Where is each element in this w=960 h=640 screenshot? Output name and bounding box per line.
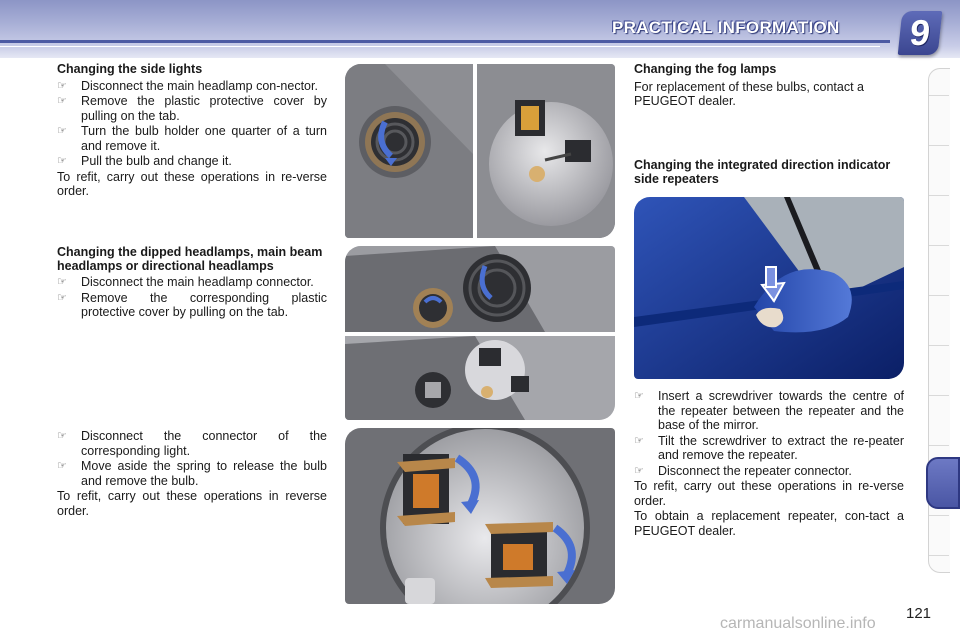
tab-divider	[929, 345, 949, 346]
step: ☞ Tilt the screwdriver to extract the re-peater and remove the repeater.	[634, 433, 904, 462]
hand-pointer-icon: ☞	[57, 276, 67, 288]
photo-mirror-repeater	[634, 197, 904, 379]
hand-pointer-icon: ☞	[57, 125, 67, 137]
heading-repeaters: Changing the integrated direction indicator side repeaters	[634, 158, 891, 186]
refit-note: To refit, carry out these operations in re-verse order.	[634, 479, 904, 508]
step: ☞ Remove the plastic protective cover by pulling on the tab.	[57, 94, 327, 123]
header-rule-light	[0, 46, 880, 47]
heading-dipped-headlamps: Changing the dipped headlamps, main beam headlamps or directional headlamps	[57, 245, 323, 273]
section-side-lights	[57, 63, 327, 199]
chapter-badge	[898, 11, 943, 55]
section-title: PRACTICAL INFORMATION	[612, 18, 840, 37]
chapter-tab-active[interactable]	[926, 457, 960, 509]
section-repeaters	[634, 159, 904, 186]
step: ☞ Insert a screwdriver towards the centre of the repeater between the repeater and the base of the mirror.	[634, 389, 904, 432]
step: ☞ Remove the corresponding plastic protective cover by pulling on the tab.	[57, 290, 327, 319]
hand-pointer-icon: ☞	[57, 79, 67, 92]
photo-dipped-headlamps	[345, 246, 615, 420]
tab-divider	[929, 555, 949, 556]
refit-note: To refit, carry out these operations in re-verse order.	[57, 169, 327, 198]
step: ☞ Pull the bulb and change it.	[57, 154, 232, 168]
photo-bulb-spring	[345, 428, 615, 604]
section-repeater-steps	[634, 388, 904, 538]
hand-pointer-icon: ☞	[634, 434, 644, 447]
heading-side-lights: Changing the side lights	[57, 62, 203, 76]
hand-pointer-icon: ☞	[57, 95, 67, 107]
fog-lamps-text: For replacement of these bulbs, contact a PEUGEOT dealer.	[634, 79, 864, 108]
tab-divider	[929, 395, 949, 396]
watermark: carmanualsonline.info	[720, 615, 876, 632]
step: ☞ Disconnect the repeater connector.	[634, 463, 852, 478]
hand-pointer-icon: ☞	[57, 430, 67, 442]
heading-fog-lamps: Changing the fog lamps	[634, 62, 777, 76]
step: ☞ Disconnect the connector of the corresponding light.	[57, 429, 327, 458]
hand-pointer-icon: ☞	[57, 291, 67, 304]
chapter-number: 9	[907, 12, 933, 53]
step: ☞ Disconnect the main headlamp connector.	[57, 275, 314, 289]
header-rule	[0, 40, 890, 43]
tab-divider	[929, 145, 949, 146]
section-fog-lamps	[634, 63, 904, 109]
tab-divider	[929, 445, 949, 446]
refit-note: To refit, carry out these operations in reverse order.	[57, 489, 327, 518]
step: ☞ Move aside the spring to release the bulb and remove the bulb.	[57, 459, 327, 488]
tab-divider	[929, 295, 949, 296]
hand-pointer-icon: ☞	[634, 390, 644, 402]
tab-divider	[929, 95, 949, 96]
photo-side-light	[345, 64, 615, 238]
step: ☞ Disconnect the main headlamp con-nector.	[57, 78, 318, 93]
hand-pointer-icon: ☞	[57, 155, 67, 167]
section-dipped-headlamps	[57, 246, 327, 320]
tab-divider	[929, 245, 949, 246]
hand-pointer-icon: ☞	[57, 460, 67, 472]
step: ☞ Turn the bulb holder one quarter of a turn and remove it.	[57, 124, 327, 153]
hand-pointer-icon: ☞	[634, 464, 644, 477]
section-connector	[57, 428, 327, 518]
dealer-note: To obtain a replacement repeater, con-tact a PEUGEOT dealer.	[634, 509, 904, 538]
tab-divider	[929, 515, 949, 516]
tab-divider	[929, 195, 949, 196]
page-number: 121	[906, 605, 932, 622]
